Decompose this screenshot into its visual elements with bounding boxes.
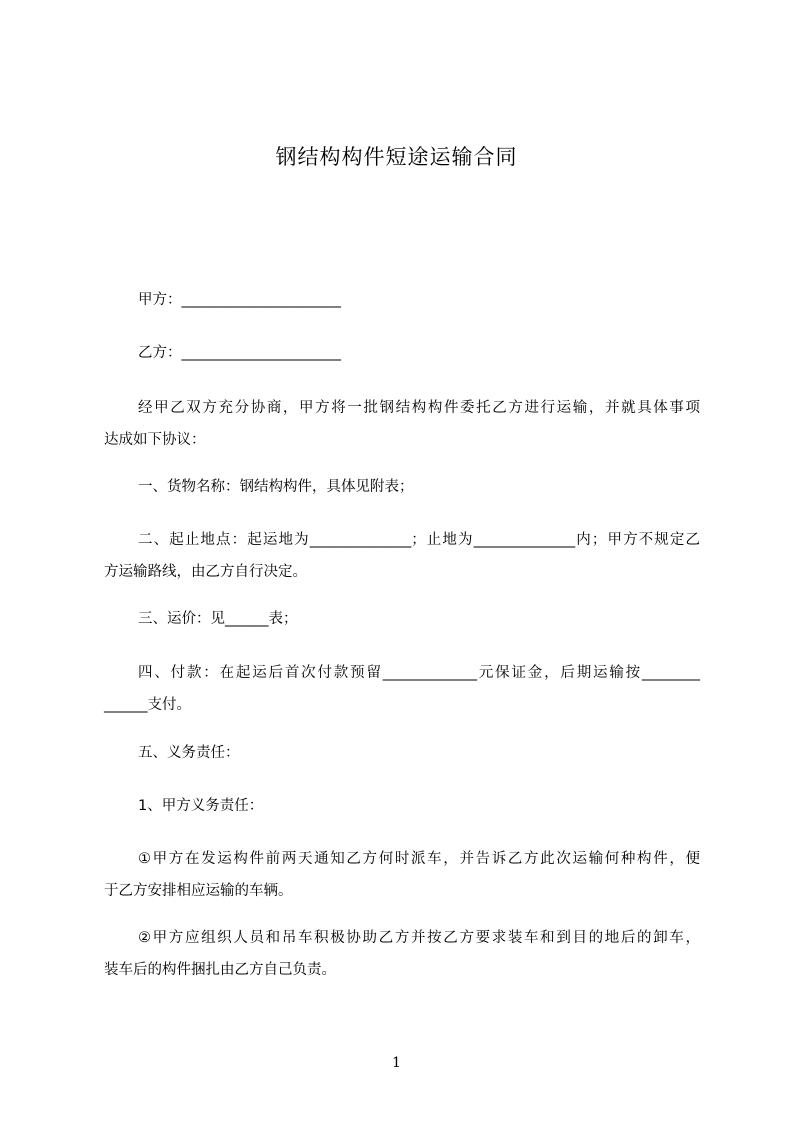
party-a-line: 甲方：______________________ [138, 292, 341, 308]
obligation-item-1-line-1: ①甲方在发运构件前两天通知乙方何时派车，并告诉乙方此次运输何种构件，便 [138, 851, 700, 867]
clause-payment-line-1: 四、付款：在起运后首次付款预留_____________元保证金，后期运输按________ [138, 665, 700, 681]
document-title: 钢结构构件短途运输合同 [275, 145, 518, 169]
intro-line-1: 经甲乙双方充分协商，甲方将一批钢结构构件委托乙方进行运输，并就具体事项 [138, 400, 700, 416]
clause-payment-paragraph [104, 657, 700, 721]
intro-paragraph [104, 392, 700, 456]
clause-locations-line-1: 二、起止地点：起运地为______________；止地为______________内；甲方不规定乙 [138, 532, 700, 548]
clause-obligations: 五、义务责任： [138, 745, 240, 761]
obligation-item-2-line-2: 装车后的构件捆扎由乙方自己负责。 [104, 962, 336, 978]
clause-goods-name: 一、货物名称：钢结构构件，具体见附表； [138, 479, 414, 495]
obligation-item-1-line-2: 于乙方安排相应运输的车辆。 [104, 883, 293, 899]
party-b-line: 乙方：______________________ [138, 345, 341, 361]
clause-locations-paragraph [104, 524, 700, 588]
clause-locations-line-2: 方运输路线，由乙方自行决定。 [104, 564, 307, 580]
intro-line-2: 达成如下协议： [104, 432, 206, 448]
obligation-item-2-paragraph [104, 922, 700, 986]
page-number: 1 [392, 1055, 401, 1071]
obligation-item-1-paragraph [104, 843, 700, 907]
party-a-obligations-heading: 1、甲方义务责任： [138, 798, 264, 814]
clause-price: 三、运价：见______表； [138, 611, 298, 627]
obligation-item-2-line-1: ②甲方应组织人员和吊车积极协助乙方并按乙方要求装车和到目的地后的卸车， [138, 930, 700, 946]
clause-payment-line-2: ______支付。 [104, 697, 191, 713]
